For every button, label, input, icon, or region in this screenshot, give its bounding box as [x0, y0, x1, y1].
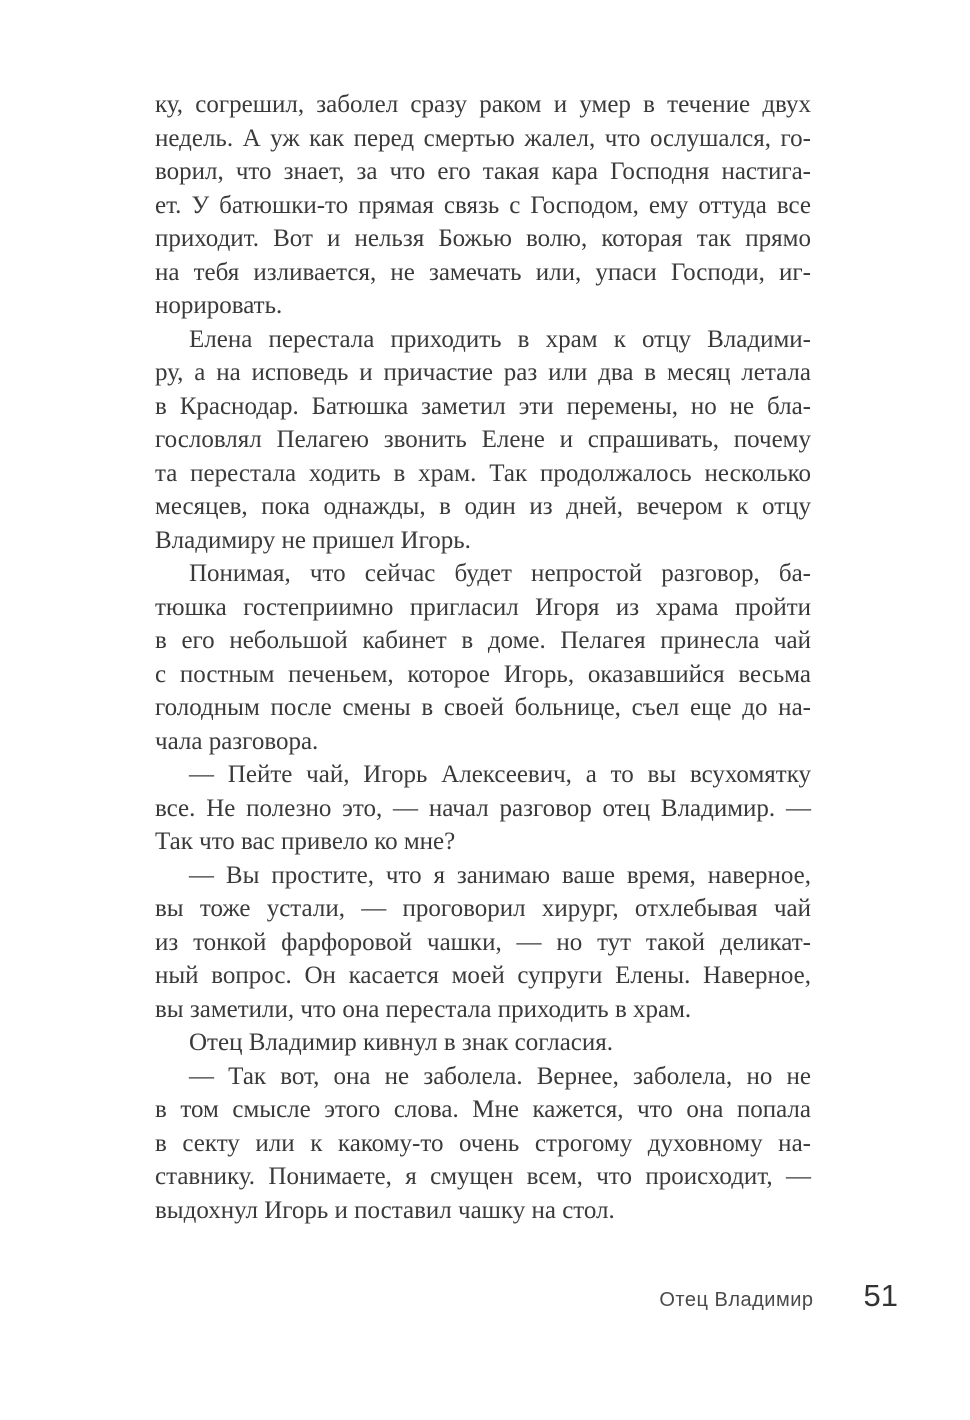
paragraph	[155, 88, 811, 323]
text-line: на тебя изливается, не замечать или, упаси Господи, иг-	[155, 258, 811, 286]
text-line: в секту или к какому-то очень строгому духовному на-	[155, 1129, 811, 1157]
text-line: приходит. Вот и нельзя Божью волю, которая так прямо	[155, 225, 811, 252]
text-line: Елена перестала приходить в храм к отцу Владими-	[189, 325, 811, 353]
text-line: ку, согрешил, заболел сразу раком и умер в течение двух	[155, 91, 811, 118]
text-line: гословлял Пелагею звонить Елене и спрашивать, почему	[155, 426, 811, 453]
text-line: ворил, что знает, за что его такая кара Господня настига-	[155, 158, 811, 185]
text-line: — Пейте чай, Игорь Алексеевич, а то вы всухомятку	[189, 761, 811, 788]
text-line: — Так вот, она не заболела. Вернее, заболела, но не	[189, 1062, 811, 1090]
text-line: в Краснодар. Батюшка заметил эти перемены, но не бла-	[155, 392, 811, 420]
text-line: все. Не полезно это, — начал разговор отец Владимир. —	[155, 794, 811, 822]
text-line: Понимая, что сейчас будет непростой разговор, ба-	[189, 560, 811, 587]
paragraph	[155, 557, 811, 758]
text-line: в его небольшой кабинет в доме. Пелагея принесла чай	[155, 627, 811, 654]
page-footer	[155, 1278, 898, 1314]
text-line: месяцев, пока однажды, в один из дней, вечером к отцу	[155, 493, 811, 520]
text-line: недель. А уж как перед смертью жалел, что ослушался, го-	[155, 124, 811, 152]
text-line: Владимиру не пришел Игорь.	[155, 526, 471, 554]
text-line: вы тоже устали, — проговорил хирург, отхлебывая чай	[155, 895, 811, 922]
page-text	[155, 88, 811, 1227]
paragraph	[155, 1026, 811, 1060]
text-line: ставнику. Понимаете, я смущен всем, что происходит, —	[155, 1163, 811, 1190]
paragraph	[155, 758, 811, 859]
text-line: Отец Владимир кивнул в знак согласия.	[189, 1029, 614, 1056]
text-line: ный вопрос. Он касается моей супруги Елены. Наверное,	[155, 962, 811, 989]
page-number: 51	[863, 1278, 898, 1313]
text-line: в том смысле этого слова. Мне кажется, что она попала	[155, 1096, 811, 1123]
text-line: голодным после смены в своей больнице, съел еще до на-	[155, 694, 811, 721]
paragraph	[155, 859, 811, 1027]
text-line: ру, а на исповедь и причастие раз или два в месяц летала	[155, 359, 811, 386]
paragraph	[155, 323, 811, 558]
text-line: — Вы простите, что я занимаю ваше время, наверное,	[189, 861, 811, 889]
text-line: Так что вас привело ко мне?	[155, 828, 456, 855]
text-line: та перестала ходить в храм. Так продолжалось несколько	[155, 459, 811, 487]
paragraph	[155, 1060, 811, 1228]
text-line: выдохнул Игорь и поставил чашку на стол.	[155, 1196, 615, 1224]
text-line: тюшка гостеприимно пригласил Игоря из храма пройти	[155, 593, 811, 621]
text-line: с постным печеньем, которое Игорь, оказавшийся весьма	[155, 660, 811, 688]
text-line: чала разговора.	[155, 727, 319, 755]
text-line: норировать.	[155, 292, 283, 319]
text-line: из тонкой фарфоровой чашки, — но тут такой деликат-	[155, 928, 811, 956]
running-title: Отец Владимир	[659, 1289, 814, 1311]
text-line: ет. У батюшки-то прямая связь с Господом, ему оттуда все	[155, 191, 811, 219]
text-line: вы заметили, что она перестала приходить в храм.	[155, 995, 692, 1023]
